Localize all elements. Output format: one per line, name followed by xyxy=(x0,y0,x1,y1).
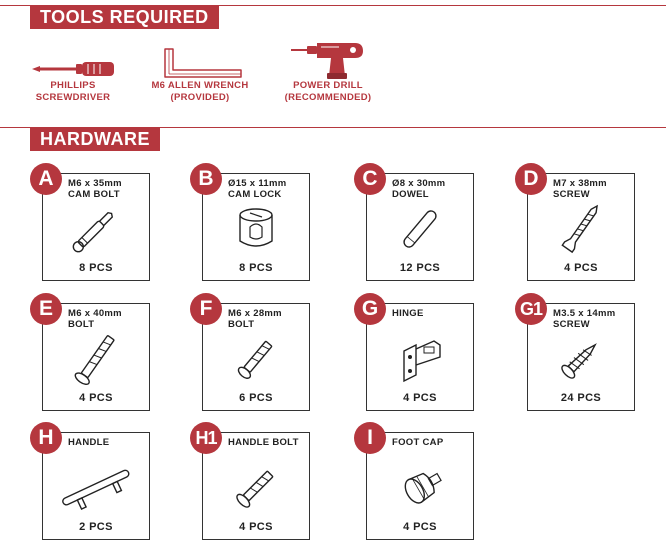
tool-label-line1: POWER DRILL xyxy=(293,80,363,91)
cam-lock-icon xyxy=(216,201,296,257)
item-spec: Ø15 x 11mm CAM LOCK xyxy=(228,178,287,200)
hardware-item-d xyxy=(523,167,635,281)
tool-label-line1: M6 ALLEN WRENCH xyxy=(151,80,249,91)
item-quantity: 6 PCS xyxy=(239,392,273,404)
item-spec: M6 x 28mm BOLT xyxy=(228,308,282,330)
item-spec: HANDLE BOLT xyxy=(228,437,299,448)
item-quantity: 4 PCS xyxy=(403,392,437,404)
item-letter-badge: B xyxy=(190,163,222,195)
hardware-item-i xyxy=(366,426,474,540)
item-quantity: 2 PCS xyxy=(79,521,113,533)
item-spec: HINGE xyxy=(392,308,424,319)
bolt-icon xyxy=(56,331,136,387)
item-quantity: 4 PCS xyxy=(403,521,437,533)
item-letter-badge: G1 xyxy=(515,293,547,325)
item-spec: M3.5 x 14mm SCREW xyxy=(553,308,616,330)
bolt-icon xyxy=(216,331,296,387)
screwdriver-icon xyxy=(28,58,118,80)
tool-label-line2: (PROVIDED) xyxy=(170,92,230,103)
allen-wrench-icon xyxy=(155,46,245,80)
screw-icon xyxy=(541,201,621,257)
item-quantity: 4 PCS xyxy=(564,262,598,274)
tool-power-drill xyxy=(278,38,378,104)
item-letter-badge: F xyxy=(190,293,222,325)
hardware-item-f xyxy=(199,297,310,411)
dowel-icon xyxy=(380,201,460,257)
item-letter-badge: H xyxy=(30,422,62,454)
tool-screwdriver xyxy=(26,58,120,104)
hardware-item-e xyxy=(38,297,150,411)
item-letter-badge: D xyxy=(515,163,547,195)
item-letter-badge: A xyxy=(30,163,62,195)
item-letter-badge: E xyxy=(30,293,62,325)
item-spec: M6 x 35mm CAM BOLT xyxy=(68,178,122,200)
hardware-item-c xyxy=(362,167,474,281)
tool-label-line2: SCREWDRIVER xyxy=(35,92,111,103)
item-quantity: 24 PCS xyxy=(560,392,602,404)
foot-cap-icon xyxy=(380,460,460,516)
hardware-item-b xyxy=(198,167,310,281)
item-letter-badge: H1 xyxy=(190,422,222,454)
item-quantity: 4 PCS xyxy=(239,521,273,533)
wood-screw-icon xyxy=(541,331,621,387)
tool-label-line2: (RECOMMENDED) xyxy=(284,92,372,103)
tool-label-line1: PHILLIPS xyxy=(50,80,96,91)
hardware-item-h1 xyxy=(195,428,310,540)
item-letter-badge: I xyxy=(354,422,386,454)
hardware-item-g xyxy=(361,297,474,411)
handle-icon xyxy=(56,460,136,516)
item-quantity: 8 PCS xyxy=(79,262,113,274)
hardware-item-h xyxy=(38,426,150,540)
tools-section-title: TOOLS REQUIRED xyxy=(30,5,219,29)
hardware-item-a xyxy=(38,167,150,281)
power-drill-icon xyxy=(287,38,369,80)
item-spec: Ø8 x 30mm DOWEL xyxy=(392,178,446,200)
hardware-section-title: HARDWARE xyxy=(30,127,160,151)
hinge-icon xyxy=(380,331,460,387)
handle-bolt-icon xyxy=(216,460,296,516)
tool-allen-wrench xyxy=(140,46,260,104)
item-quantity: 12 PCS xyxy=(399,262,441,274)
item-letter-badge: C xyxy=(354,163,386,195)
item-spec: M7 x 38mm SCREW xyxy=(553,178,607,200)
cam-bolt-icon xyxy=(56,201,136,257)
item-spec: HANDLE xyxy=(68,437,110,448)
item-quantity: 8 PCS xyxy=(239,262,273,274)
item-spec: FOOT CAP xyxy=(392,437,444,448)
hardware-item-g1 xyxy=(519,299,635,411)
item-letter-badge: G xyxy=(354,293,386,325)
item-quantity: 4 PCS xyxy=(79,392,113,404)
item-spec: M6 x 40mm BOLT xyxy=(68,308,122,330)
